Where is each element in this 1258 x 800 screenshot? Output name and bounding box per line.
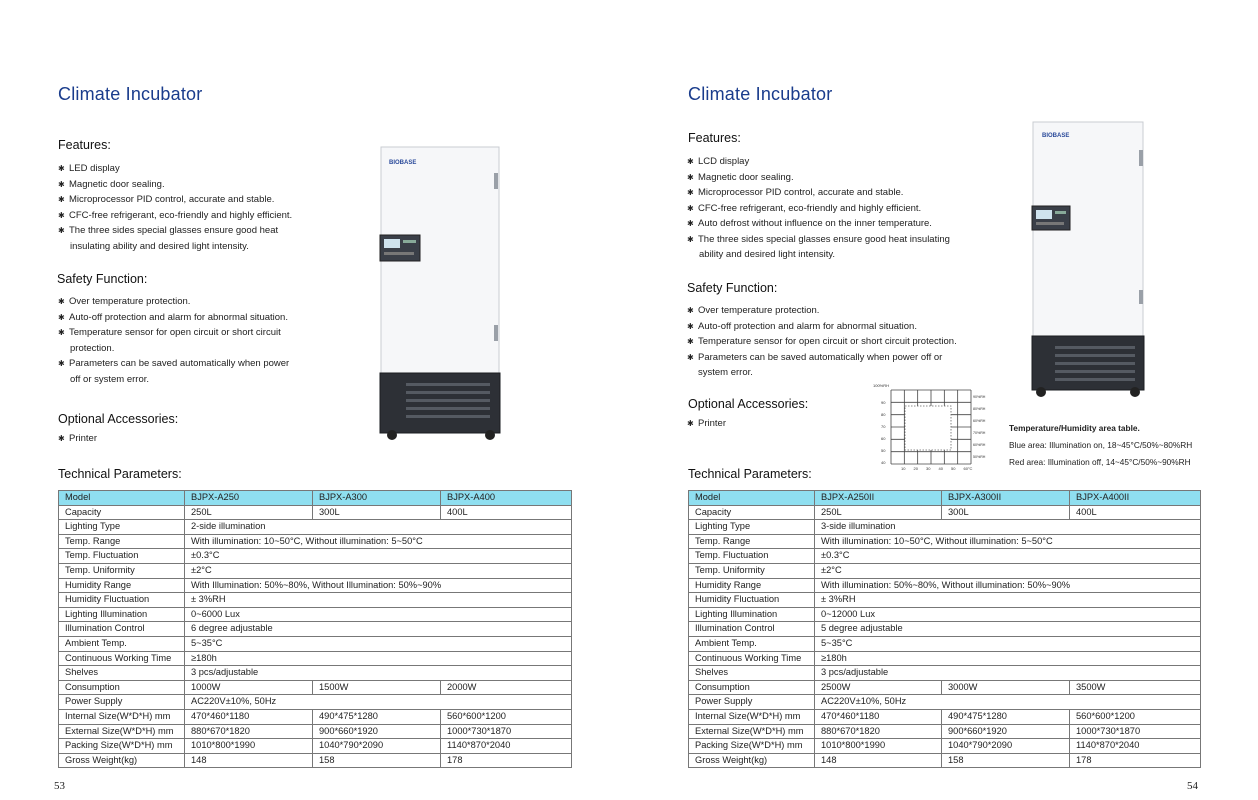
table-row [59, 709, 572, 724]
table-cell: 178 [441, 753, 572, 768]
table-cell: AC220V±10%, 50Hz [185, 695, 572, 710]
table-row [689, 622, 1201, 637]
table-row [59, 680, 572, 695]
list-item: ✱ Temperature sensor for open circuit or short circuit protection. [687, 334, 1007, 350]
table-row [689, 520, 1201, 535]
table-row [59, 695, 572, 710]
table-cell: BJPX-A300II [942, 491, 1070, 506]
list-item: ✱ Auto-off protection and alarm for abnormal situation. [687, 319, 1007, 335]
table-cell: External Size(W*D*H) mm [59, 724, 185, 739]
table-cell: 1010*800*1990 [185, 739, 313, 754]
table-cell: 158 [942, 753, 1070, 768]
table-cell: Continuous Working Time [59, 651, 185, 666]
chart-blue-note: Blue area: Illumination on, 18~45°C/50%~80%RH [1009, 440, 1193, 450]
list-item: off or system error. [70, 373, 150, 385]
table-row [59, 534, 572, 549]
list-item: ✱ CFC-free refrigerant, eco-friendly and highly efficient. [58, 208, 358, 224]
table-cell: Power Supply [59, 695, 185, 710]
table-row [59, 666, 572, 681]
table-row [689, 709, 1201, 724]
chart-x-tick: 10 [901, 466, 906, 471]
table-cell: 1010*800*1990 [815, 739, 942, 754]
table-row [689, 651, 1201, 666]
safety-list [687, 303, 1007, 381]
page-title: Climate Incubator [58, 84, 203, 104]
table-cell: 470*460*1180 [185, 709, 313, 724]
table-cell: 5~35°C [815, 636, 1201, 651]
chart-right-tick: 70%RH [973, 431, 986, 435]
list-item: ✱ Auto defrost without influence on the inner temperature. [687, 216, 1007, 232]
table-cell: Shelves [59, 666, 185, 681]
table-row [689, 549, 1201, 564]
table-cell: 2500W [815, 680, 942, 695]
chart-right-tick: 90%RH [973, 395, 986, 399]
features-heading: Features: [688, 131, 741, 145]
table-cell: 5~35°C [185, 636, 572, 651]
table-cell: Capacity [59, 505, 185, 520]
table-cell: AC220V±10%, 50Hz [815, 695, 1201, 710]
table-cell: ±2°C [815, 563, 1201, 578]
table-cell: ±0.3°C [815, 549, 1201, 564]
table-row [689, 505, 1201, 520]
table-cell: ≥180h [815, 651, 1201, 666]
list-item: ✱ Printer [58, 431, 97, 447]
table-cell: Humidity Range [689, 578, 815, 593]
table-row [59, 739, 572, 754]
table-cell: 2000W [441, 680, 572, 695]
table-cell: Lighting Type [59, 520, 185, 535]
table-cell: Continuous Working Time [689, 651, 815, 666]
table-row [59, 636, 572, 651]
table-cell: With illumination: 10~50°C, Without illumination: 5~50°C [815, 534, 1201, 549]
chart-right-tick: 50%RH [973, 455, 986, 459]
table-cell: 1040*790*2090 [942, 739, 1070, 754]
table-cell: Temp. Range [59, 534, 185, 549]
list-item: ✱ Microprocessor PID control, accurate and stable. [58, 192, 358, 208]
table-cell: Illumination Control [689, 622, 815, 637]
table-row [59, 549, 572, 564]
table-cell: 880*670*1820 [185, 724, 313, 739]
tech-heading: Technical Parameters: [58, 467, 182, 481]
temp-humidity-chart [869, 382, 994, 474]
table-cell: ±2°C [185, 563, 572, 578]
table-row [59, 520, 572, 535]
table-cell: 1140*870*2040 [441, 739, 572, 754]
chart-red-note: Red area: Illumination off, 14~45°C/50%~90%RH [1009, 457, 1191, 467]
table-cell: Power Supply [689, 695, 815, 710]
safety-heading: Safety Function: [687, 281, 778, 295]
incubator-image [1029, 120, 1149, 400]
table-cell: 900*660*1920 [313, 724, 441, 739]
table-cell: External Size(W*D*H) mm [689, 724, 815, 739]
list-item: ✱ Temperature sensor for open circuit or short circuit [58, 325, 358, 341]
table-row [689, 666, 1201, 681]
table-cell: Temp. Fluctuation [689, 549, 815, 564]
chart-area [905, 406, 951, 450]
table-cell: Lighting Type [689, 520, 815, 535]
table-cell: BJPX-A400II [1070, 491, 1201, 506]
table-cell: Lighting Illumination [689, 607, 815, 622]
list-item: ✱ CFC-free refrigerant, eco-friendly and highly efficient. [687, 201, 1007, 217]
table-row [59, 607, 572, 622]
table-cell: Humidity Range [59, 578, 185, 593]
table-row [59, 505, 572, 520]
table-row [689, 753, 1201, 768]
table-cell: Lighting Illumination [59, 607, 185, 622]
table-cell: With illumination: 50%~80%, Without illumination: 50%~90% [815, 578, 1201, 593]
table-cell: 148 [185, 753, 313, 768]
table-row [689, 563, 1201, 578]
table-cell: 0~12000 Lux [815, 607, 1201, 622]
table-cell: 2-side illumination [185, 520, 572, 535]
list-item: ability and desired light intensity. [699, 249, 836, 260]
list-item: protection. [70, 342, 115, 354]
incubator-image [376, 145, 506, 443]
list-item: ✱ The three sides special glasses ensure good heat [58, 223, 358, 239]
table-row [59, 753, 572, 768]
table-cell: 5 degree adjustable [815, 622, 1201, 637]
table-cell: 400L [441, 505, 572, 520]
chart-x-tick: 30 [926, 466, 931, 471]
chart-axis-label: 100%RH [873, 383, 890, 388]
table-cell: Temp. Uniformity [59, 563, 185, 578]
table-cell: Ambient Temp. [59, 636, 185, 651]
features-heading: Features: [58, 138, 111, 152]
table-cell: 0~6000 Lux [185, 607, 572, 622]
table-row [59, 622, 572, 637]
table-cell: Ambient Temp. [689, 636, 815, 651]
chart-x-tick: 50 [951, 466, 956, 471]
chart-x-tick: 60°C [963, 466, 973, 471]
page-54 [629, 0, 1258, 800]
table-cell: 3-side illumination [815, 520, 1201, 535]
table-cell: BJPX-A400 [441, 491, 572, 506]
table-cell: Consumption [59, 680, 185, 695]
table-cell: 6 degree adjustable [185, 622, 572, 637]
list-item: ✱ The three sides special glasses ensure good heat insulating [687, 232, 1007, 248]
table-cell: BJPX-A250 [185, 491, 313, 506]
safety-heading: Safety Function: [57, 272, 148, 286]
table-cell: 3500W [1070, 680, 1201, 695]
brand-logo: BIOBASE [389, 160, 417, 166]
list-item: ✱ Magnetic door sealing. [687, 170, 1007, 186]
safety-list [58, 294, 358, 387]
table-cell: 900*660*1920 [942, 724, 1070, 739]
list-item: ✱ Parameters can be saved automatically when power [58, 356, 358, 372]
table-cell: Temp. Range [689, 534, 815, 549]
features-list [58, 161, 358, 254]
table-cell: 250L [815, 505, 942, 520]
list-item: ✱ LED display [58, 161, 358, 177]
chart-right-tick: 60%RH [973, 443, 986, 447]
chart-right-tick: 80%RH [973, 407, 986, 411]
list-item: ✱ Printer [687, 416, 726, 432]
table-cell: 158 [313, 753, 441, 768]
chart-title: Temperature/Humidity area table. [1009, 423, 1140, 433]
table-cell: 490*475*1280 [313, 709, 441, 724]
table-header-row [59, 491, 572, 506]
table-cell: 1000*730*1870 [1070, 724, 1201, 739]
table-row [689, 534, 1201, 549]
list-item: ✱ Magnetic door sealing. [58, 177, 358, 193]
table-row [689, 593, 1201, 608]
table-cell: ± 3%RH [815, 593, 1201, 608]
table-cell: 1140*870*2040 [1070, 739, 1201, 754]
chart-y-tick: 70 [881, 424, 886, 429]
table-cell: Humidity Fluctuation [59, 593, 185, 608]
table-cell: ±0.3°C [185, 549, 572, 564]
chart-right-tick: 60%RH [973, 419, 986, 423]
table-cell: 880*670*1820 [815, 724, 942, 739]
table-cell: BJPX-A300 [313, 491, 441, 506]
table-row [689, 578, 1201, 593]
tech-table [688, 490, 1201, 768]
chart-x-tick: 40 [938, 466, 943, 471]
table-cell: 400L [1070, 505, 1201, 520]
table-cell: 3 pcs/adjustable [185, 666, 572, 681]
list-item: ✱ Parameters can be saved automatically when power off or [687, 350, 1007, 366]
table-cell: Illumination Control [59, 622, 185, 637]
page-number: 53 [54, 780, 65, 792]
table-header-row [689, 491, 1201, 506]
table-cell: Temp. Uniformity [689, 563, 815, 578]
accessories-heading: Optional Accessories: [58, 412, 179, 426]
table-cell: With illumination: 10~50°C, Without illumination: 5~50°C [185, 534, 572, 549]
chart-x-tick: 20 [913, 466, 918, 471]
list-item: ✱ Auto-off protection and alarm for abnormal situation. [58, 310, 358, 326]
table-cell: ≥180h [185, 651, 572, 666]
brand-logo: BIOBASE [1042, 133, 1070, 139]
table-cell: Shelves [689, 666, 815, 681]
table-row [689, 680, 1201, 695]
chart-y-tick: 40 [881, 460, 886, 465]
table-cell: 490*475*1280 [942, 709, 1070, 724]
list-item: ✱ Microprocessor PID control, accurate and stable. [687, 185, 1007, 201]
table-cell: 560*600*1200 [441, 709, 572, 724]
table-cell: 1000W [185, 680, 313, 695]
list-item: system error. [698, 367, 753, 378]
table-cell: Humidity Fluctuation [689, 593, 815, 608]
chart-y-tick: 90 [881, 400, 886, 405]
table-row [59, 724, 572, 739]
table-cell: Model [689, 491, 815, 506]
table-cell: Gross Weight(kg) [59, 753, 185, 768]
page-number: 54 [1187, 780, 1198, 792]
table-row [59, 578, 572, 593]
table-cell: 300L [313, 505, 441, 520]
chart-y-tick: 80 [881, 412, 886, 417]
table-row [59, 651, 572, 666]
page-title: Climate Incubator [688, 84, 833, 104]
table-cell: Temp. Fluctuation [59, 549, 185, 564]
table-cell: ± 3%RH [185, 593, 572, 608]
features-list [687, 154, 1007, 263]
table-cell: 1500W [313, 680, 441, 695]
table-cell: 300L [942, 505, 1070, 520]
table-cell: Capacity [689, 505, 815, 520]
tech-table [58, 490, 572, 768]
table-row [689, 724, 1201, 739]
accessories-list [687, 416, 726, 432]
table-cell: With Illumination: 50%~80%, Without Illumination: 50%~90% [185, 578, 572, 593]
table-cell: 250L [185, 505, 313, 520]
table-cell: 1040*790*2090 [313, 739, 441, 754]
chart-y-tick: 50 [881, 448, 886, 453]
list-item: ✱ Over temperature protection. [58, 294, 358, 310]
table-cell: 148 [815, 753, 942, 768]
list-item: ✱ LCD display [687, 154, 1007, 170]
table-cell: Packing Size(W*D*H) mm [689, 739, 815, 754]
table-cell: Consumption [689, 680, 815, 695]
table-cell: 3 pcs/adjustable [815, 666, 1201, 681]
chart-y-tick: 60 [881, 436, 886, 441]
table-cell: Internal Size(W*D*H) mm [59, 709, 185, 724]
tech-heading: Technical Parameters: [688, 467, 812, 481]
list-item: ✱ Over temperature protection. [687, 303, 1007, 319]
table-row [689, 607, 1201, 622]
table-row [689, 695, 1201, 710]
accessories-heading: Optional Accessories: [688, 397, 809, 411]
accessories-list [58, 431, 97, 447]
list-item: insulating ability and desired light intensity. [70, 240, 249, 252]
table-row [689, 636, 1201, 651]
table-cell: 3000W [942, 680, 1070, 695]
chart-notes [1009, 420, 1192, 471]
table-row [59, 563, 572, 578]
table-cell: BJPX-A250II [815, 491, 942, 506]
table-cell: Internal Size(W*D*H) mm [689, 709, 815, 724]
table-cell: Gross Weight(kg) [689, 753, 815, 768]
table-cell: 1000*730*1870 [441, 724, 572, 739]
table-cell: Packing Size(W*D*H) mm [59, 739, 185, 754]
table-cell: 178 [1070, 753, 1201, 768]
table-row [59, 593, 572, 608]
table-cell: Model [59, 491, 185, 506]
table-row [689, 739, 1201, 754]
table-cell: 560*600*1200 [1070, 709, 1201, 724]
table-cell: 470*460*1180 [815, 709, 942, 724]
